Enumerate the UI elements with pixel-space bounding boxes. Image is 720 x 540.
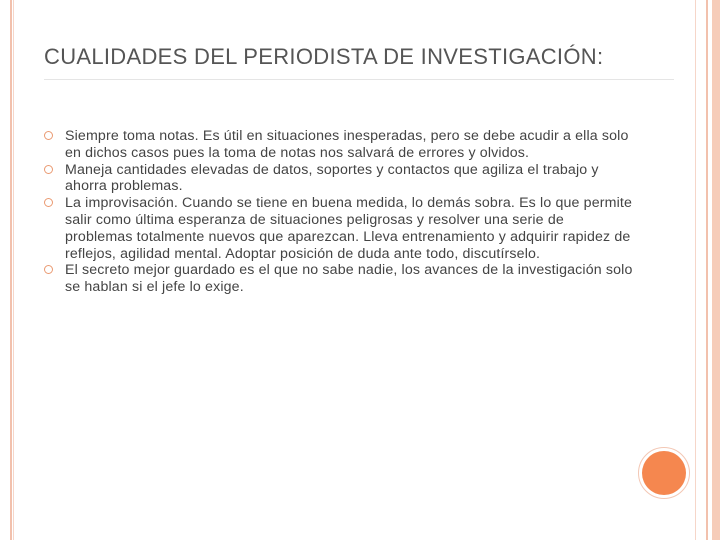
bullet-item (44, 195, 634, 262)
bullet-list (44, 128, 634, 296)
bullet-text: Siempre toma notas. Es útil en situaciones inesperadas, pero se debe acudir a ella solo en dichos casos pues la toma de notas nos salvará de errores y olvidos. (65, 128, 629, 161)
bullet-item (44, 128, 634, 162)
bullet-text: Maneja cantidades elevadas de datos, soportes y contactos que agiliza el trabajo y ahorra problemas. (65, 161, 599, 195)
bullet-item (44, 262, 634, 296)
slide-title (44, 44, 684, 70)
circle-bullet-icon (44, 198, 53, 207)
bullet-text: La improvisación. Cuando se tiene en buena medida, lo demás sobra. Es lo que permite salir como última esperanza de situaciones peligrosas y resolver una serie de problemas totalmente nuevos que aparezcan. Lleva entrenamiento y adquirir rapidez de reflejos, agilidad mental. Adoptar posición de duda ante todo, discutírselo. (65, 195, 633, 262)
title-divider (44, 79, 674, 80)
title-text: CUALIDADES DEL PERIODISTA DE INVESTIGACIÓN: (44, 44, 604, 69)
circle-bullet-icon (44, 165, 53, 174)
bullet-text: El secreto mejor guardado es el que no sabe nadie, los avances de la investigación solo se hablan si el jefe lo exige. (65, 262, 633, 296)
right-accent-stripe (712, 0, 720, 540)
circle-bullet-icon (44, 131, 53, 140)
bullet-item (44, 162, 634, 196)
decorative-orange-circle (642, 451, 686, 495)
circle-bullet-icon (44, 265, 53, 274)
